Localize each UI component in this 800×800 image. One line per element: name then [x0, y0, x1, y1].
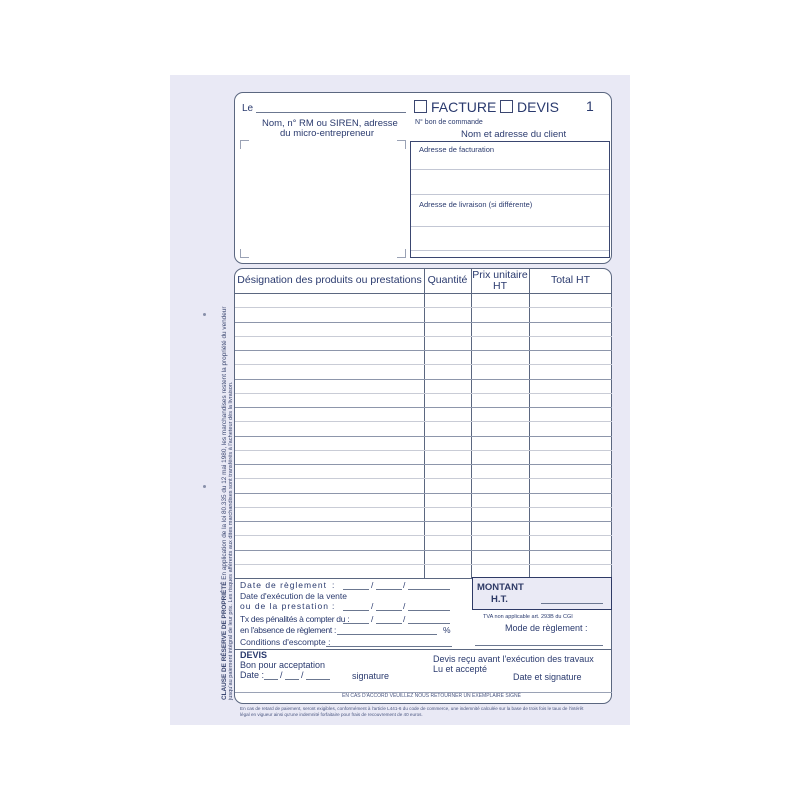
date-reglement-day[interactable]	[343, 589, 369, 590]
corner-mark	[397, 249, 406, 258]
client-label: Nom et adresse du client	[461, 129, 567, 140]
slash: /	[403, 580, 406, 590]
table-row[interactable]	[235, 564, 612, 565]
slash: /	[403, 601, 406, 611]
facture-checkbox[interactable]	[414, 100, 427, 113]
montant-ht-label: H.T.	[491, 594, 508, 605]
signature-label: signature	[352, 671, 390, 681]
montant-ht-box	[472, 577, 612, 610]
slash: /	[301, 670, 304, 680]
devis-title: DEVIS	[240, 650, 268, 660]
mode-reglement-field[interactable]	[475, 645, 603, 646]
tva-note: TVA non applicable art. 293B du CGI	[483, 614, 573, 620]
table-row[interactable]	[235, 507, 612, 508]
date-execution-label-2: ou de la prestation	[240, 601, 329, 611]
penalties-label-1: Tx des pénalités à compter du :	[240, 614, 350, 624]
penalties-rate-field[interactable]	[337, 634, 437, 635]
date-execution-year[interactable]	[408, 610, 450, 611]
sender-address-field[interactable]	[240, 140, 406, 258]
billing-label: Adresse de facturation	[419, 145, 495, 154]
penalties-year[interactable]	[408, 623, 450, 624]
col-header-designation: Désignation des produits ou prestations	[237, 274, 422, 286]
legal-note-1: En cas de retard de paiement, seront exigibles, conformément à l'article L441-6 du code de commerce, une indemnité calculée sur la base de trois fois le taux de l'intérêt	[240, 706, 584, 711]
clause-text-1: En application de la loi 80.335 du 12 mai 1980, les marchandises restent la propriété du vendeur	[221, 306, 228, 580]
binder-hole-top	[203, 313, 206, 316]
billing-line-2[interactable]	[411, 194, 609, 195]
col-header-unit-price	[471, 269, 529, 292]
montant-label: MONTANT	[477, 582, 524, 593]
devis-date-day[interactable]	[264, 679, 278, 680]
table-row[interactable]	[235, 407, 612, 408]
table-row[interactable]	[235, 350, 612, 351]
header-divider	[235, 293, 612, 294]
delivery-label: Adresse de livraison (si différente)	[419, 200, 533, 209]
devis-divider	[235, 649, 612, 650]
corner-mark	[240, 249, 249, 258]
table-row[interactable]	[235, 364, 612, 365]
delivery-line-1[interactable]	[411, 226, 609, 227]
date-execution-label-1: Date d'exécution de la vente	[240, 591, 348, 601]
date-reglement-label: Date de règlement	[240, 580, 327, 590]
table-row[interactable]	[235, 478, 612, 479]
devis-recu-label: Devis reçu avant l'exécution des travaux	[433, 654, 594, 664]
colon: :	[332, 601, 335, 611]
payment-section	[240, 580, 468, 650]
date-execution-month[interactable]	[376, 610, 402, 611]
colon: :	[332, 580, 335, 590]
penalties-day[interactable]	[343, 623, 369, 624]
table-row[interactable]	[235, 493, 612, 494]
order-number-label: N° bon de commande	[415, 119, 483, 126]
table-row[interactable]	[235, 379, 612, 380]
percent-sign: %	[443, 625, 451, 635]
sender-label-2: du micro-entrepreneur	[280, 128, 374, 139]
escompte-label: Conditions d'escompte :	[240, 637, 331, 647]
penalties-month[interactable]	[376, 623, 402, 624]
delivery-line-2[interactable]	[411, 250, 609, 251]
penalties-label-2: en l'absence de règlement :	[240, 625, 337, 635]
col-divider	[529, 269, 530, 579]
table-row[interactable]	[235, 336, 612, 337]
table-row[interactable]	[235, 464, 612, 465]
date-reglement-month[interactable]	[376, 589, 402, 590]
clause-text	[221, 307, 235, 700]
col-header-quantity: Quantité	[427, 274, 468, 286]
date-signature-label: Date et signature	[513, 672, 582, 682]
clause-title: CLAUSE DE RÉSERVE DE PROPRIÉTÉ	[221, 581, 228, 700]
col-divider	[471, 269, 472, 579]
corner-mark	[240, 140, 249, 149]
table-row[interactable]	[235, 436, 612, 437]
lu-accepte-label: Lu et accepté	[433, 664, 488, 674]
slash: /	[371, 614, 374, 624]
slash: /	[403, 614, 406, 624]
table-row[interactable]	[235, 322, 612, 323]
legal-note-2: légal en vigueur ainsi qu'une indemnité forfaitaire pour frais de recouvrement de 40 euros.	[240, 712, 423, 717]
date-field[interactable]	[256, 112, 406, 113]
mode-reglement-label: Mode de règlement :	[505, 623, 588, 633]
table-row[interactable]	[235, 393, 612, 394]
col-header-unit-price-line1: Prix unitaire	[472, 268, 528, 281]
clause-line-1	[221, 307, 228, 700]
corner-mark	[397, 140, 406, 149]
bon-pour-acceptation: Bon pour acceptation	[240, 660, 326, 670]
escompte-field[interactable]	[326, 646, 452, 647]
table-row[interactable]	[235, 421, 612, 422]
slash: /	[371, 580, 374, 590]
binder-hole-bottom	[203, 485, 206, 488]
col-divider	[424, 269, 425, 579]
date-label: Le	[242, 103, 254, 114]
devis-checkbox[interactable]	[500, 100, 513, 113]
accord-note: EN CAS D'ACCORD VEUILLEZ NOUS RETOURNER UN EXEMPLAIRE SIGNÉ	[342, 693, 521, 699]
slash: /	[371, 601, 374, 611]
devis-date-label: Date :	[240, 670, 265, 680]
date-execution-day[interactable]	[343, 610, 369, 611]
table-row[interactable]	[235, 450, 612, 451]
table-row[interactable]	[235, 521, 612, 522]
col-header-unit-price-line2: HT	[493, 279, 507, 292]
clause-line-2: jusqu'au paiement intégral de leur prix. Les risques afférents aux dites marchandises sont transférés à l'acheteur dès la livraison.	[228, 381, 234, 700]
col-header-total: Total HT	[550, 274, 591, 286]
montant-ht-field[interactable]	[541, 603, 603, 604]
table-row[interactable]	[235, 307, 612, 308]
client-address-box	[410, 141, 610, 258]
devis-date-month[interactable]	[285, 679, 299, 680]
facture-checkbox-group	[414, 99, 496, 115]
devis-date-year[interactable]	[306, 679, 330, 680]
slash: /	[280, 670, 283, 680]
facture-label: FACTURE	[431, 99, 497, 115]
devis-checkbox-group	[500, 99, 559, 115]
devis-label: DEVIS	[517, 99, 560, 115]
items-table	[235, 269, 612, 579]
billing-line-1[interactable]	[411, 169, 609, 170]
date-reglement-year[interactable]	[408, 589, 450, 590]
sender-label-1: Nom, n° RM ou SIREN, adresse	[262, 118, 398, 129]
table-row[interactable]	[235, 535, 612, 536]
document-number: 1	[586, 98, 594, 114]
table-row[interactable]	[235, 550, 612, 551]
